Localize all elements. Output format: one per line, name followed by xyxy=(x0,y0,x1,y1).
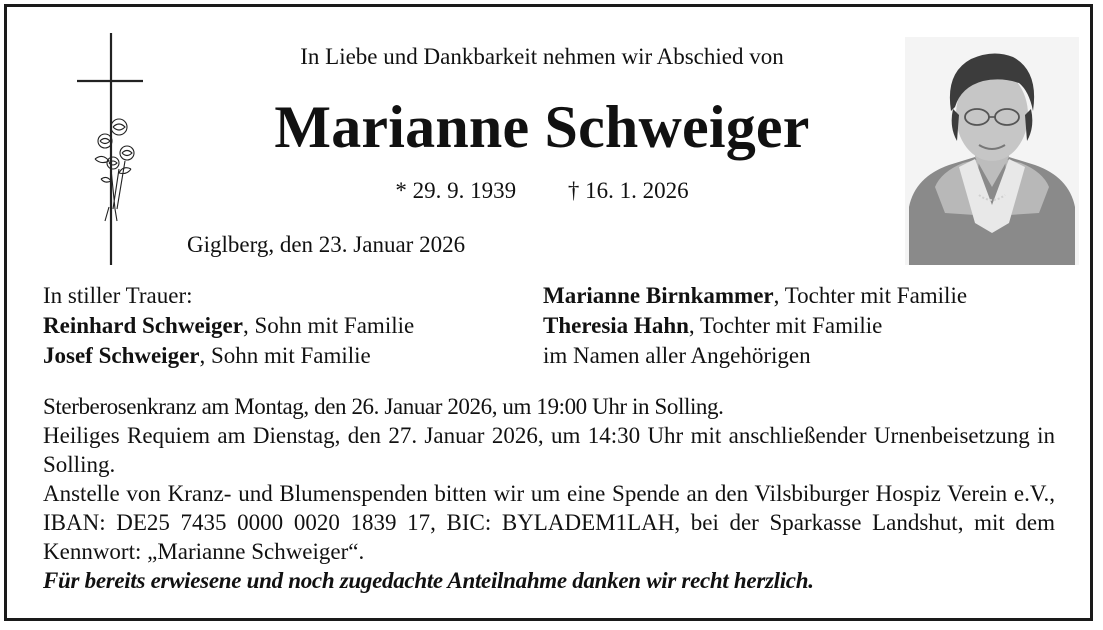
deceased-name: Marianne Schweiger xyxy=(274,94,810,160)
rosary-text: Sterberosenkranz am Montag, den 26. Januar 2026, um 19:00 Uhr in Solling. xyxy=(43,394,724,419)
portrait-photo-icon xyxy=(905,37,1079,265)
life-dates xyxy=(207,177,877,205)
mourner-relation: im Namen aller Angehörigen xyxy=(543,343,811,368)
mourner-relation: , Sohn mit Familie xyxy=(199,343,371,368)
mourner-relation: , Sohn mit Familie xyxy=(242,313,415,338)
mourner-entry xyxy=(43,341,543,371)
mourner-relation: , Tochter mit Familie xyxy=(773,283,968,308)
announcements xyxy=(43,392,1055,595)
mourner-entry xyxy=(543,341,1063,371)
mourner-name: Josef Schweiger xyxy=(43,343,200,368)
donation-text: Anstelle von Kranz- und Blumenspenden bitten wir um eine Spende an den Vilsbiburger Hospiz Verein e.V., IBAN: DE25 7435 0000 0020 1839 17, BIC: BYLADEM1LAH, bei der Sparkasse Landshut, mit dem Kennwort: „Marianne Schweiger“. xyxy=(43,481,1055,564)
requiem-text: Heiliges Requiem am Dienstag, den 27. Januar 2026, um 14:30 Uhr mit anschließender Urnenbeisetzung in Solling. xyxy=(43,423,1055,477)
mourners-right-column xyxy=(543,281,1063,371)
mourner-relation: , Tochter mit Familie xyxy=(688,313,883,338)
mourner-entry xyxy=(543,281,1063,311)
mourner-name: Marianne Birnkammer xyxy=(543,283,774,308)
mourners-heading: In stiller Trauer: xyxy=(43,283,193,308)
mourner-entry xyxy=(543,311,1063,341)
obituary-card xyxy=(4,4,1093,621)
portrait-photo xyxy=(905,37,1079,265)
mourner-name: Reinhard Schweiger xyxy=(43,313,243,338)
mourners-left-column xyxy=(43,281,543,371)
intro-text: In Liebe und Dankbarkeit nehmen wir Abschied von xyxy=(300,44,784,69)
birth-date: * 29. 9. 1939 xyxy=(395,178,517,203)
mourner-entry xyxy=(43,311,543,341)
closing-thanks: Für bereits erwiesene und noch zugedachte Anteilnahme danken wir recht herzlich. xyxy=(43,568,814,593)
mourner-name: Theresia Hahn xyxy=(543,313,689,338)
death-date: † 16. 1. 2026 xyxy=(567,178,689,203)
place-date: Giglberg, den 23. Januar 2026 xyxy=(187,232,466,257)
cross-with-roses-icon xyxy=(75,29,147,269)
